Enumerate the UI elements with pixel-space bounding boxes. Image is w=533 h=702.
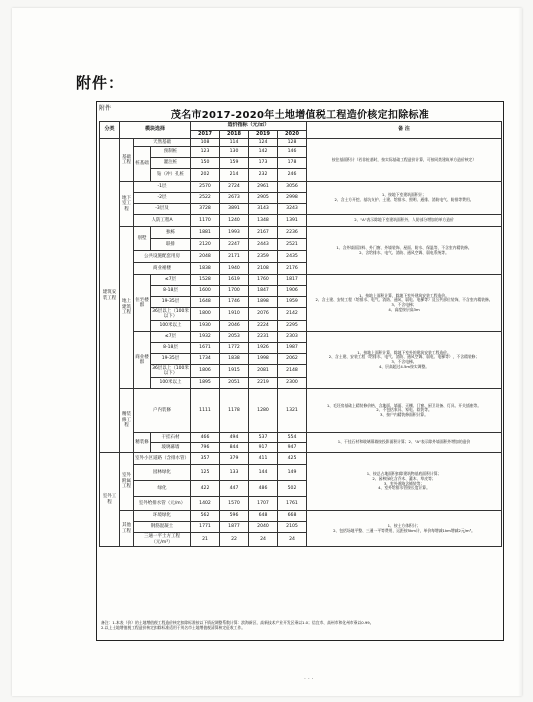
- row-label: 100米以上: [151, 321, 191, 332]
- table-cell: 1391: [278, 215, 307, 227]
- table-cell: 2040: [249, 522, 278, 533]
- table-cell: 1800: [191, 308, 220, 321]
- row-label: -2层: [134, 193, 191, 204]
- group-external: 室外工程: [100, 453, 120, 547]
- table-cell: 425: [278, 453, 307, 465]
- remark-cell: 2、"A"表示除地下室建筑面积外，人防部分增加的单方造价: [307, 215, 502, 227]
- remark-cell: 1、按土方体积计； 2、包括场地平整、三通一平等费用，运距按5km计，单价每增减1km增减2元/m³。: [307, 511, 502, 547]
- table-cell: 1321: [278, 389, 307, 433]
- table-cell: 1932: [191, 332, 220, 343]
- row-label: 环境绿化: [134, 511, 191, 522]
- subgroup-other: 其他工程: [120, 511, 134, 547]
- table-cell: 2224: [249, 321, 278, 332]
- table-cell: 2443: [249, 239, 278, 251]
- table-cell: 494: [220, 433, 249, 443]
- table-cell: 2171: [220, 251, 249, 263]
- table-cell: 502: [278, 481, 307, 497]
- table-cell: 108: [191, 139, 220, 147]
- table-cell: 3243: [278, 204, 307, 215]
- table-cell: 142: [249, 147, 278, 158]
- table-cell: 1402: [191, 497, 220, 511]
- table-cell: 2247: [220, 239, 249, 251]
- table-cell: 2724: [220, 182, 249, 193]
- remark-cell: 1、含外墙面涂料、外门窗、外墙装饰、屋面、防水、保温等，不含室内精装修。 2、含给排水、电气、消防、通风空调、弱电系统等。: [307, 227, 502, 275]
- table-cell: 466: [191, 433, 220, 443]
- table-cell: 128: [278, 139, 307, 147]
- row-label: ≤7层: [151, 332, 191, 343]
- cost-standard-table: [99, 121, 502, 547]
- table-cell: 2359: [249, 251, 278, 263]
- table-cell: 2108: [249, 263, 278, 275]
- subgroup-villa: 别墅: [134, 227, 151, 251]
- table-cell: 24: [278, 533, 307, 547]
- subgroup-residential: 住宅楼群: [134, 275, 151, 332]
- table-cell: 2219: [249, 378, 278, 389]
- row-label: 商业裙楼: [134, 263, 191, 275]
- table-cell: 3143: [249, 204, 278, 215]
- table-cell: 146: [278, 147, 307, 158]
- table-cell: 1178: [220, 389, 249, 433]
- row-label: 园林绿化: [134, 465, 191, 481]
- table-cell: 21: [191, 533, 220, 547]
- table-cell: 2961: [249, 182, 278, 193]
- row-label: 独栋: [151, 227, 191, 239]
- group-decor: 精装修工程: [120, 389, 134, 453]
- table-cell: 1671: [191, 343, 220, 354]
- table-cell: 130: [220, 147, 249, 158]
- table-cell: 2142: [278, 308, 307, 321]
- table-cell: 596: [220, 511, 249, 522]
- row-label: 19-35层: [151, 354, 191, 365]
- group-foundation: 基础工程: [120, 139, 134, 182]
- row-label: 8-18层: [151, 343, 191, 354]
- row-label: 100米以上: [151, 378, 191, 389]
- table-cell: 1570: [220, 497, 249, 511]
- remark-cell: 1、按总占地面积扣除建筑物基底面积计算； 2、园林绿化含乔木、灌木、草皮等； 3、室外道路含铺装等； 4、室外给排水管按长度计算。: [307, 453, 502, 511]
- table-cell: 1895: [191, 378, 220, 389]
- table-cell: 2231: [249, 332, 278, 343]
- remark-cell: 1、干挂石材和玻璃幕墙按投影面积计算；2、"A"表示除外墙面积外增加的造价: [307, 433, 502, 453]
- table-cell: 1806: [191, 365, 220, 378]
- table-cell: 178: [278, 158, 307, 169]
- table-cell: 114: [220, 139, 249, 147]
- table-cell: 2053: [220, 332, 249, 343]
- standard-frame: [96, 101, 504, 641]
- table-cell: 486: [249, 481, 278, 497]
- table-cell: 2300: [278, 378, 307, 389]
- table-cell: 2062: [278, 354, 307, 365]
- table-cell: 1734: [191, 354, 220, 365]
- row-label: ≤7层: [151, 275, 191, 286]
- row-label: 钻（冲）孔桩: [151, 169, 191, 182]
- table-cell: 1760: [249, 275, 278, 286]
- header-index: 造价指标（元/㎡）: [191, 122, 307, 131]
- table-cell: 357: [191, 453, 220, 465]
- table-cell: 1930: [191, 321, 220, 332]
- row-label: 天然基础: [134, 139, 191, 147]
- table-cell: 1987: [278, 343, 307, 354]
- table-cell: 844: [220, 443, 249, 453]
- table-cell: 2295: [278, 321, 307, 332]
- row-label: 三通一平土方工程（元/m³）: [134, 533, 191, 547]
- table-cell: 2522: [191, 193, 220, 204]
- table-cell: 2570: [191, 182, 220, 193]
- table-cell: 2236: [278, 227, 307, 239]
- table-cell: 411: [249, 453, 278, 465]
- table-cell: 202: [191, 169, 220, 182]
- table-cell: 668: [278, 511, 307, 522]
- table-cell: 1746: [220, 297, 249, 308]
- row-label: 玻璃幕墙: [151, 443, 191, 453]
- table-cell: 648: [249, 511, 278, 522]
- subgroup-external: 室外附属工程: [120, 453, 134, 511]
- group-underground: 地下室工程: [120, 182, 134, 227]
- table-cell: 562: [191, 511, 220, 522]
- table-cell: 1348: [249, 215, 278, 227]
- header-year: 2019: [249, 131, 278, 139]
- remark-cell: 按住基面积计（若非桩基时，按实际基础工程造价计算，可按同类建筑单方造价核定）: [307, 139, 502, 182]
- table-cell: 1619: [220, 275, 249, 286]
- table-cell: 3891: [220, 204, 249, 215]
- table-cell: 3728: [191, 204, 220, 215]
- table-cell: 1959: [278, 297, 307, 308]
- row-label: -3层及: [134, 204, 191, 215]
- header-year: 2018: [220, 131, 249, 139]
- table-cell: 1926: [249, 343, 278, 354]
- table-cell: 2435: [278, 251, 307, 263]
- table-cell: 1993: [220, 227, 249, 239]
- subgroup-commercial: 商业楼群: [134, 332, 151, 389]
- table-cell: 144: [249, 465, 278, 481]
- header-year: 2020: [278, 131, 307, 139]
- remark-cell: 1、毛坯房基础上精装修价格，含地面、墙面、天棚、门窗、厨卫设备、灯具、开关插座等。 2、不包括家具、家电、软装等。 3、按户内精装修面积计算。: [307, 389, 502, 433]
- page-edge: [518, 8, 522, 696]
- table-cell: 554: [278, 433, 307, 443]
- group-above: 地上建筑工程: [120, 227, 134, 389]
- document-title: 茂名市2017-2020年土地增值税工程造价核定扣除标准: [170, 110, 430, 121]
- table-cell: 1877: [220, 522, 249, 533]
- table-cell: 1700: [220, 286, 249, 297]
- attachment-label: 附件：: [76, 74, 125, 92]
- table-cell: 1648: [191, 297, 220, 308]
- table-cell: 1772: [220, 343, 249, 354]
- table-cell: 1998: [249, 354, 278, 365]
- table-cell: 2120: [191, 239, 220, 251]
- table-cell: 214: [220, 169, 249, 182]
- table-cell: 2167: [249, 227, 278, 239]
- row-label: 预制桩: [151, 147, 191, 158]
- row-label: 19-35层: [151, 297, 191, 308]
- table-cell: 422: [191, 481, 220, 497]
- table-cell: 796: [191, 443, 220, 453]
- row-label: -1层: [134, 182, 191, 193]
- table-cell: 947: [278, 443, 307, 453]
- table-cell: 24: [249, 533, 278, 547]
- row-label: 灌注桩: [151, 158, 191, 169]
- row-label: 人防工程A: [134, 215, 191, 227]
- row-label: 室外给排水管（元/m）: [134, 497, 191, 511]
- table-cell: 3056: [278, 182, 307, 193]
- table-cell: 150: [191, 158, 220, 169]
- table-cell: 22: [220, 533, 249, 547]
- row-label: 公共设施配套用房: [134, 251, 191, 263]
- table-cell: 1170: [191, 215, 220, 227]
- table-cell: 1528: [191, 275, 220, 286]
- table-cell: 133: [220, 465, 249, 481]
- table-cell: 124: [249, 139, 278, 147]
- table-cell: 2673: [220, 193, 249, 204]
- table-cell: 1881: [191, 227, 220, 239]
- footnote: 备注：1.本表（价）的土地增值税工程造价核定扣除标准按以下情况调整系数计算：滨海新区、高新技术产业开发区乘以1.0；信宜市、高州市和化州市乘以0.99。 2.以上土地增值税工程造价核定扣除标准适用于茂名市土地增值税清算核定征收工作。: [101, 620, 374, 630]
- row-label: 室外小区道路（含排水管）: [134, 453, 191, 465]
- remark-cell: 1、按地下室建筑面积计； 2、含土方开挖、基坑支护、土建、给排水、照明、通排、消防电气、防排等费用。: [307, 182, 502, 215]
- table-cell: 1838: [220, 354, 249, 365]
- group-building: 建筑安装工程: [100, 139, 120, 453]
- table-cell: 537: [249, 433, 278, 443]
- table-cell: 917: [249, 443, 278, 453]
- table-cell: 2051: [220, 378, 249, 389]
- table-cell: 1771: [191, 522, 220, 533]
- table-cell: 246: [278, 169, 307, 182]
- table-cell: 1761: [278, 497, 307, 511]
- table-cell: 2076: [249, 308, 278, 321]
- header-category: 分类: [100, 122, 120, 139]
- table-cell: 1898: [249, 297, 278, 308]
- table-cell: 1940: [220, 263, 249, 275]
- table-cell: 2303: [278, 332, 307, 343]
- table-cell: 232: [249, 169, 278, 182]
- table-cell: 1910: [220, 308, 249, 321]
- table-cell: 1906: [278, 286, 307, 297]
- table-cell: 2081: [249, 365, 278, 378]
- remark-cell: 1、按地上面积计算，除地下室外的建筑安装工程造价。 2、含土建、安装工程（给排水、电气、消防、通风空调、弱电、电梯等），不含精装修； 3、不含电梯。 4、层高超过4.5m按实调整。: [307, 332, 502, 389]
- row-label: 联排: [151, 239, 191, 251]
- table-cell: 2148: [278, 365, 307, 378]
- table-cell: 149: [278, 465, 307, 481]
- table-cell: 2105: [278, 522, 307, 533]
- remark-cell: 1、按地上面积计算，除地下室外建筑安装工程造价。 2、含土建、安装工程（给排水、电气、消防、通风、弱电、电梯等）及公共部位装饰，不含室内精装修。 3、不含电梯； 4、高度按层高3m: [307, 275, 502, 332]
- row-label: 钢筋混凝土: [134, 522, 191, 533]
- table-cell: 447: [220, 481, 249, 497]
- table-cell: 2046: [220, 321, 249, 332]
- table-cell: 2176: [278, 263, 307, 275]
- table-cell: 2048: [191, 251, 220, 263]
- table-cell: 2998: [278, 193, 307, 204]
- table-cell: 379: [220, 453, 249, 465]
- subgroup-curtain: 精装修: [134, 433, 151, 453]
- row-label: 8-18层: [151, 286, 191, 297]
- subgroup-pile: 桩基础: [134, 147, 151, 182]
- table-cell: 1600: [191, 286, 220, 297]
- table-cell: 159: [220, 158, 249, 169]
- table-cell: 1707: [249, 497, 278, 511]
- table-cell: 2521: [278, 239, 307, 251]
- row-label: 36层以上（100米以下）: [152, 308, 189, 319]
- table-cell: 173: [249, 158, 278, 169]
- row-label: 绿化: [134, 481, 191, 497]
- table-cell: 1240: [220, 215, 249, 227]
- row-label: 干挂石材: [151, 433, 191, 443]
- table-cell: 1915: [220, 365, 249, 378]
- table-cell: 2905: [249, 193, 278, 204]
- table-cell: 1111: [191, 389, 220, 433]
- table-cell: 1280: [249, 389, 278, 433]
- table-cell: 1817: [278, 275, 307, 286]
- row-label: 户内装修: [134, 389, 191, 433]
- row-label: 36层以上（100米以下）: [152, 365, 189, 376]
- header-module: 模块选择: [120, 122, 191, 139]
- header-remarks: 备 注: [307, 122, 502, 139]
- frame-label: 附件: [99, 105, 112, 112]
- scan-mark: · · ·: [304, 676, 314, 683]
- document-page: [12, 8, 522, 696]
- table-cell: 123: [191, 147, 220, 158]
- table-cell: 125: [191, 465, 220, 481]
- header-year: 2017: [191, 131, 220, 139]
- table-cell: 1847: [249, 286, 278, 297]
- table-cell: 1838: [191, 263, 220, 275]
